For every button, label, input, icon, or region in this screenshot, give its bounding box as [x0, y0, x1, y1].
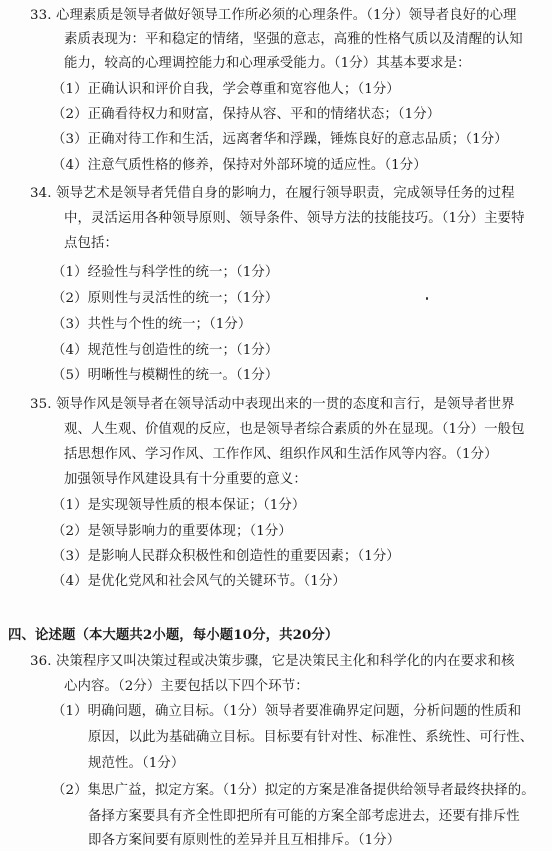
- q35-line-4: 加强领导作风建设具有十分重要的意义：: [64, 472, 307, 487]
- q35-item-1: （1）是实现领导性质的根本保证；（1分）: [52, 498, 306, 513]
- q36-sub1-line-2: 原因，以此为基础确立目标。目标要有针对性、标准性、系统性、可行性、: [88, 730, 534, 745]
- section-4-title: 四、论述题（本大题共2小题，每小题10分，共20分）: [8, 627, 339, 643]
- q33-line-2: 素质表现为：平和稳定的情绪，坚强的意志，高雅的性格气质以及清醒的认知: [64, 32, 523, 47]
- q34-item-3: （3）共性与个性的统一；（1分）: [52, 317, 252, 332]
- q36-line-1: 36. 决策程序又叫决策过程或决策步骤，它是决策民主化和科学化的内在要求和核: [30, 654, 515, 669]
- q34-item-4: （4）规范性与创造性的统一；（1分）: [52, 343, 279, 358]
- q33-item-2: （2）正确看待权力和财富，保持从容、平和的情绪状态；（1分）: [52, 107, 441, 122]
- q34-item-2: （2）原则性与灵活性的统一；（1分）: [52, 291, 279, 306]
- q33-line-3: 能力，较高的心理调控能力和心理承受能力。（1分）其基本要求是：: [64, 56, 471, 71]
- q33-item-1: （1）正确认识和评价自我，学会尊重和宽容他人；（1分）: [52, 82, 400, 97]
- q35-line-2: 观、人生观、价值观的反应，也是领导者综合素质的外在显现。（1分）一般包: [64, 422, 525, 437]
- q34-line-3: 点包括：: [64, 236, 118, 251]
- q36-sub1-line-1: （1）明确问题，确立目标。（1分）领导者要准确界定问题，分析问题的性质和: [52, 704, 522, 719]
- q36-sub2-line-2: 备择方案要具有齐全性即把所有可能的方案全部考虑进去，还要有排斥性: [88, 809, 520, 824]
- q36-sub1-line-3: 规范性。（1分）: [88, 756, 185, 771]
- q33-item-4: （4）注意气质性格的修养，保持对外部环境的适应性。（1分）: [52, 158, 427, 173]
- q36-sub2-line-1: （2）集思广益，拟定方案。（1分）拟定的方案是准备提供给领导者最终抉择的。: [52, 783, 535, 798]
- q34-item-5: （5）明晰性与模糊性的统一。（1分）: [52, 368, 279, 383]
- q35-line-1: 35. 领导作风是领导者在领导活动中表现出来的一贯的态度和言行，是领导者世界: [30, 397, 515, 412]
- q34-item-1: （1）经验性与科学性的统一；（1分）: [52, 265, 279, 280]
- q36-line-2: 心内容。（2分）主要包括以下四个环节：: [64, 679, 309, 694]
- q35-item-3: （3）是影响人民群众积极性和创造性的重要因素；（1分）: [52, 549, 400, 564]
- q33-item-3: （3）正确对待工作和生活，远离奢华和浮躁，锤炼良好的意志品质；（1分）: [52, 132, 508, 147]
- q34-line-2: 中，灵活运用各种领导原则、领导条件、领导方法的技能技巧。（1分）主要特: [64, 211, 525, 226]
- q35-line-3: 括思想作风、学习作风、工作作风、组织作风和生活作风等内容。（1分）: [64, 447, 498, 462]
- q35-item-4: （4）是优化党风和社会风气的关键环节。（1分）: [52, 574, 346, 589]
- scan-speck: [426, 297, 428, 300]
- q34-line-1: 34. 领导艺术是领导者凭借自身的影响力，在履行领导职责，完成领导任务的过程: [30, 186, 515, 201]
- q35-item-2: （2）是领导影响力的重要体现；（1分）: [52, 524, 292, 539]
- q36-sub2-line-3: 即各方案间要有原则性的差异并且互相排斥。（1分）: [88, 833, 401, 848]
- q33-line-1: 33. 心理素质是领导者做好领导工作所必须的心理条件。（1分）领导者良好的心理: [30, 8, 517, 23]
